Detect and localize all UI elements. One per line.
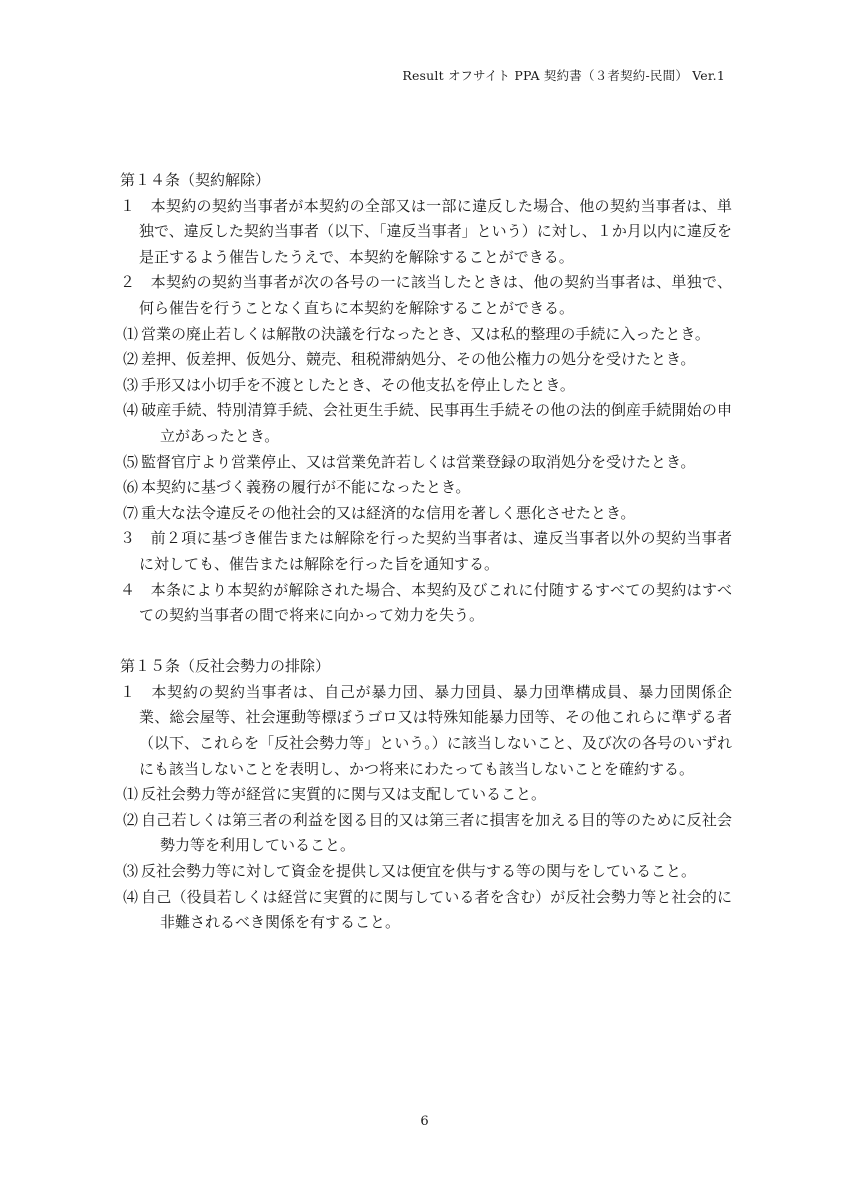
article-14-paragraph-4: ４ 本条により本契約が解除された場合、本契約及びこれに付随するすべての契約はすべての契約当事者の間で将来に向かって効力を失う。 — [120, 580, 732, 625]
article-15-paragraph-1: １ 本契約の契約当事者は、自己が暴力団、暴力団員、暴力団準構成員、暴力団関係企業、総会屋等、社会運動等標ぼうゴロ又は特殊知能暴力団等、その他これらに準ずる者（以下、これらを「反社会勢力等」という。）に該当しないこと、及び次の各号のいずれにも該当しないことを表明し、かつ将来にわたっても該当しないことを確約する。 — [120, 682, 732, 778]
page-number: 6 — [420, 1114, 429, 1129]
item-text: 本契約に基づく義務の履行が不能になったとき。 — [141, 478, 471, 497]
item-number: ⑴ — [123, 324, 142, 343]
item-number: ⑵ — [123, 350, 142, 369]
article-14-paragraph-2: ２ 本契約の契約当事者が次の各号の一に該当したときは、他の契約当事者は、単独で、何ら催告を行うことなく直ちに本契約を解除することができる。 — [120, 273, 732, 317]
article-15-title: 第１５条（反社会勢力の排除） — [120, 657, 331, 676]
item-text: 差押、仮差押、仮処分、競売、租税滞納処分、その他公権力の処分を受けたとき。 — [141, 350, 696, 369]
item-number: ⑶ — [123, 375, 142, 394]
item-text: 監督官庁より営業停止、又は営業免許若しくは営業登録の取消処分を受けたとき。 — [141, 452, 696, 471]
article-14-item — [120, 475, 732, 501]
document-body — [120, 168, 732, 936]
article-14-item — [120, 501, 732, 527]
article-14-item — [120, 347, 732, 373]
article-15-item — [120, 782, 732, 808]
item-text: 重大な法令違反その他社会的又は経済的な信用を著しく悪化させたとき。 — [141, 503, 636, 522]
item-text: 反社会勢力等が経営に実質的に関与又は支配していること。 — [141, 785, 547, 804]
item-number: ⑷ — [123, 401, 142, 420]
item-number: ⑺ — [123, 503, 142, 522]
article-14-item — [120, 322, 732, 348]
item-number: ⑶ — [123, 862, 142, 881]
article-15-item — [120, 885, 732, 936]
article-spacer — [120, 629, 732, 655]
article-14-item — [120, 450, 732, 476]
item-number: ⑸ — [123, 452, 142, 471]
item-text: 自己（役員若しくは経営に実質的に関与している者を含む）が反社会勢力等と社会的に非難されるべき関係を有すること。 — [141, 887, 732, 932]
item-text: 営業の廃止若しくは解散の決議を行なったとき、又は私的整理の手続に入ったとき。 — [141, 324, 710, 343]
article-14-paragraph-3: ３ 前２項に基づき催告または解除を行った契約当事者は、違反当事者以外の契約当事者に対しても、催告または解除を行った旨を通知する。 — [120, 529, 732, 573]
item-number: ⑵ — [123, 810, 142, 829]
item-number: ⑷ — [123, 887, 142, 906]
article-15-item — [120, 808, 732, 859]
article-14-item — [120, 398, 732, 449]
article-14-paragraph-1: １ 本契約の契約当事者が本契約の全部又は一部に違反した場合、他の契約当事者は、単独で、違反した契約当事者（以下、「違反当事者」という）に対し、１か月以内に違反を是正するよう催告したうえで、本契約を解除することができる。 — [120, 196, 732, 266]
item-text: 自己若しくは第三者の利益を図る目的又は第三者に損害を加える目的等のために反社会勢力等を利用していること。 — [141, 810, 732, 855]
running-header: Result オフサイト PPA 契約書（３者契約-民間） Ver.1 — [402, 68, 725, 83]
item-text: 手形又は小切手を不渡としたとき、その他支払を停止したとき。 — [141, 375, 575, 394]
item-text: 破産手続、特別清算手続、会社更生手続、民事再生手続その他の法的倒産手続開始の申立があったとき。 — [141, 401, 732, 445]
article-14-title: 第１４条（契約解除） — [120, 171, 271, 189]
article-14-item — [120, 373, 732, 399]
item-number: ⑹ — [123, 478, 142, 497]
item-number: ⑴ — [123, 785, 142, 804]
item-text: 反社会勢力等に対して資金を提供し又は便宜を供与する等の関与をしていること。 — [141, 862, 697, 881]
article-15-item — [120, 859, 732, 885]
